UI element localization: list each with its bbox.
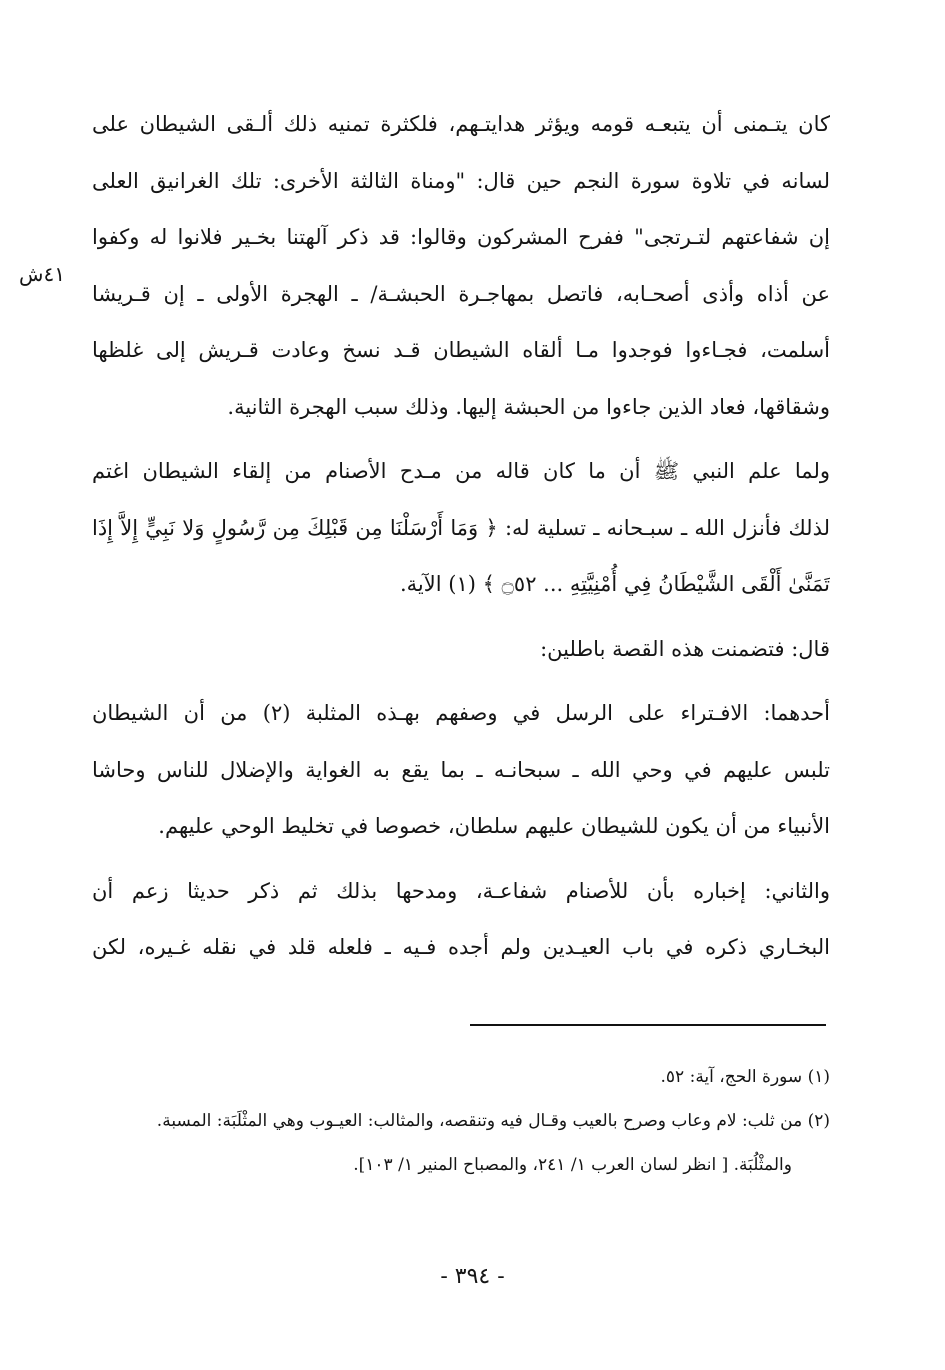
quran-verse-line: لذلك فأنزل الله ـ سبـحانه ـ تسلية له: ﴿ وَمَا أَرْسَلْنَا مِن قَبْلِكَ مِن رَّسُولٍ وَلا نَبِيٍّ إِلاَّ إِذَا xyxy=(92,515,830,540)
text-line: إن شفاعتهم لتـرتجى" ففرح المشركون وقالوا: قد ذكر آلهتنا بخـير فلانوا له وكفوا xyxy=(92,225,830,249)
text-line: أسلمت، فجـاءوا فوجدوا مـا ألقاه الشيطان قـد نسخ وعادت قـريش إلى غلظها xyxy=(92,338,830,362)
text-line: البخـاري ذكره في باب العيـدين ولم أجده فـيه ـ فلعله قلد في نقله غـيره، لكن xyxy=(92,935,830,959)
paragraph-4 xyxy=(92,685,830,855)
paragraph-2 xyxy=(92,443,830,613)
text-line: والثاني: إخباره بأن للأصنام شفاعـة، ومدحها بذلك ثم ذكر حديثا زعم أن xyxy=(92,878,830,903)
text-line: عن أذاه وأذى أصحـابه، فاتصل بمهاجـرة الحبشـة/ ـ الهجرة الأولى ـ إن قـريشا xyxy=(92,281,830,306)
text-line: تلبس عليهم في وحي الله ـ سبحانـه ـ بما يقع به الغواية والإضلال للناس وحاشا xyxy=(92,757,830,782)
text-line: أحدهما: الافـتراء على الرسل في وصفهم بهـذه المثلبة (٢) من أن الشيطان xyxy=(92,701,830,725)
paragraph-gap xyxy=(92,677,830,685)
margin-page-reference: ٤١ش xyxy=(19,262,65,286)
paragraph-1 xyxy=(92,96,830,435)
paragraph-5 xyxy=(92,863,830,976)
footnotes xyxy=(92,1055,830,1187)
text-line: قال: فتضمنت هذه القصة باطلين: xyxy=(540,636,830,661)
paragraph-gap xyxy=(92,613,830,621)
footnote-separator xyxy=(470,1024,826,1026)
quran-verse-line: تَمَنَّىٰ أَلْقَى الشَّيْطَانُ فِي أُمْنِيَّتِهِ ... ۝٥٢ ﴾ (١) الآية. xyxy=(400,572,830,596)
footnote-2-continuation: والمثْلُبَة. [ انظر لسان العرب ١/ ٢٤١، والمصباح المنير ١/ ١٠٣]. xyxy=(353,1155,792,1175)
footnote-1: (١) سورة الحج، آية: ٥٢. xyxy=(660,1067,830,1087)
text-line: وشقاقها، فعاد الذين جاءوا من الحبشة إليها. وذلك سبب الهجرة الثانية. xyxy=(227,394,830,419)
text-line: ولما علم النبي ﷺ أن ما كان قاله من مـدح الأصنام من إلقاء الشيطان اغتم xyxy=(92,459,830,483)
footnote-2: (٢) من ثلب: لام وعاب وصرح بالعيب وقـال فيه وتنقصه، والمثالب: العيـوب وهي المثْلَبَة: المسبة. xyxy=(156,1111,830,1131)
paragraph-gap xyxy=(92,435,830,443)
page-number: - ٣٩٤ - xyxy=(440,1264,505,1289)
paragraph-3 xyxy=(92,621,830,678)
paragraph-gap xyxy=(92,855,830,863)
main-text xyxy=(92,96,830,976)
text-line: الأنبياء من أن يكون للشيطان عليهم سلطان، خصوصا في تخليط الوحي عليهم. xyxy=(158,814,830,838)
text-line: كان يتـمنى أن يتبعـه قومه ويؤثر هدايتـهم، فلكثرة تمنيه ذلك ألـقى الشيطان على xyxy=(92,112,830,136)
text-line: لسانه في تلاوة سورة النجم حين قال: "ومناة الثالثة الأخرى: تلك الغرانيق العلى xyxy=(92,168,830,193)
